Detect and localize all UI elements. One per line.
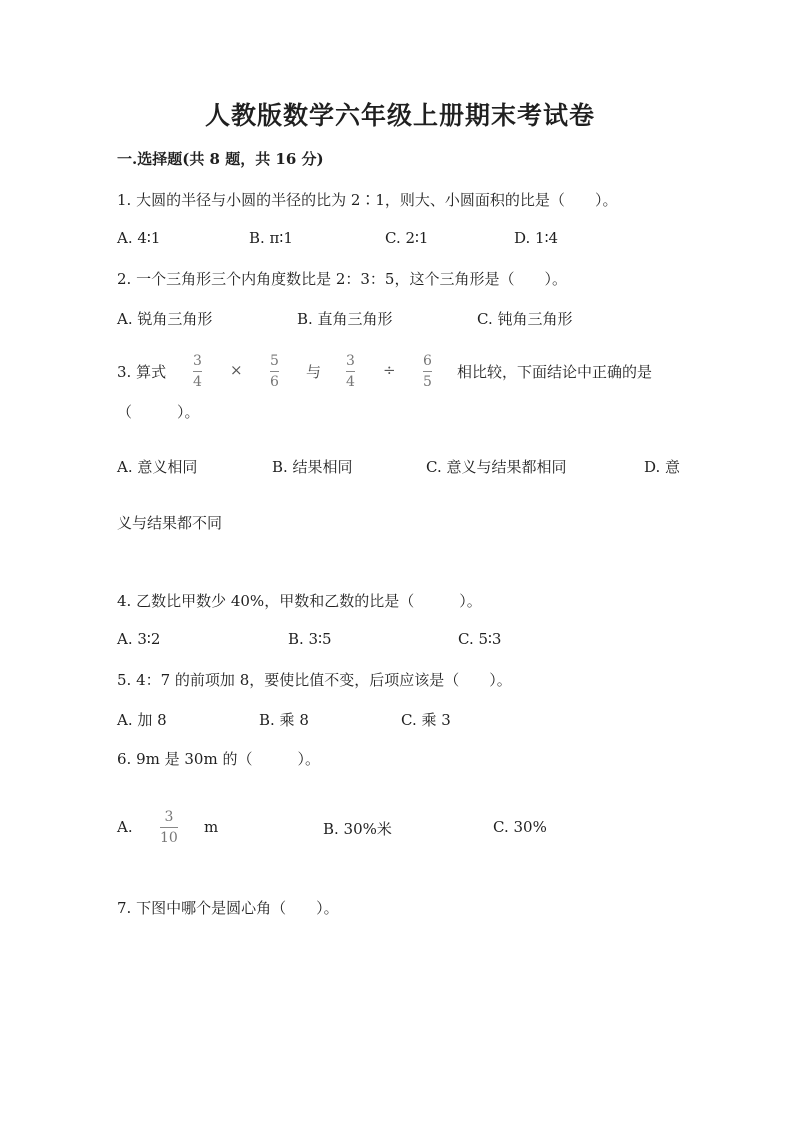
- q3-fraction-3: [346, 353, 355, 390]
- q4-option-a: A. 3∶2: [117, 630, 161, 648]
- fraction-bar: [346, 371, 355, 372]
- q3-option-c: C. 意义与结果都相同: [426, 458, 567, 476]
- divide-symbol: ÷: [383, 361, 396, 379]
- question-3-prefix: 3. 算式: [117, 363, 167, 381]
- fraction-denominator: 10: [160, 830, 178, 846]
- fraction-bar: [270, 371, 279, 372]
- fraction-bar: [160, 827, 178, 828]
- q6-option-a-fraction: [160, 809, 178, 846]
- q6-option-a-label: A.: [117, 818, 133, 836]
- q5-option-a: A. 加 8: [117, 711, 167, 729]
- fraction-numerator: 5: [270, 353, 279, 369]
- q3-fraction-1: [193, 353, 202, 390]
- q3-and-text: 与: [306, 363, 322, 381]
- q5-option-b: B. 乘 8: [259, 711, 309, 729]
- q2-option-b: B. 直角三角形: [297, 310, 393, 328]
- q3-fraction-4: [423, 353, 432, 390]
- fraction-denominator: 5: [423, 374, 432, 390]
- q2-option-c: C. 钝角三角形: [477, 310, 573, 328]
- q6-option-a-unit: m: [204, 818, 219, 836]
- question-1: 1. 大圆的半径与小圆的半径的比为 2∶1，则大、小圆面积的比是（ ）。: [117, 191, 618, 209]
- question-3-blank: （ ）。: [117, 403, 200, 421]
- q6-option-b: B. 30%米: [323, 820, 392, 838]
- q5-option-c: C. 乘 3: [401, 711, 451, 729]
- q3-option-b: B. 结果相同: [272, 458, 353, 476]
- question-2: 2. 一个三角形三个内角度数比是 2：3：5，这个三角形是（ ）。: [117, 270, 567, 288]
- q3-option-d-continued: 义与结果都不同: [117, 514, 223, 532]
- question-4: 4. 乙数比甲数少 40%，甲数和乙数的比是（ ）。: [117, 592, 482, 610]
- q3-fraction-2: [270, 353, 279, 390]
- q3-option-a: A. 意义相同: [117, 458, 198, 476]
- fraction-numerator: 3: [164, 809, 174, 825]
- question-3-suffix: 相比较，下面结论中正确的是: [457, 363, 653, 381]
- question-5: 5. 4：7 的前项加 8，要使比值不变，后项应该是（ ）。: [117, 671, 512, 689]
- page-title: 人教版数学六年级上册期末考试卷: [204, 101, 595, 130]
- fraction-numerator: 6: [423, 353, 432, 369]
- question-6: 6. 9m 是 30m 的（ ）。: [117, 750, 320, 768]
- q1-option-c: C. 2∶1: [385, 229, 429, 247]
- section-heading: 一.选择题(共 8 题，共 16 分): [117, 150, 324, 168]
- q1-option-a: A. 4∶1: [117, 229, 161, 247]
- fraction-numerator: 3: [346, 353, 355, 369]
- question-7: 7. 下图中哪个是圆心角（ ）。: [117, 899, 339, 917]
- q1-option-d: D. 1∶4: [514, 229, 559, 247]
- q1-option-b: B. π∶1: [249, 229, 293, 247]
- fraction-denominator: 4: [193, 374, 202, 390]
- fraction-denominator: 4: [346, 374, 355, 390]
- fraction-numerator: 3: [193, 353, 202, 369]
- fraction-bar: [423, 371, 432, 372]
- fraction-bar: [193, 371, 202, 372]
- q4-option-b: B. 3∶5: [288, 630, 332, 648]
- times-symbol: ×: [230, 361, 243, 379]
- fraction-denominator: 6: [270, 374, 279, 390]
- q3-option-d: D. 意: [644, 458, 681, 476]
- q2-option-a: A. 锐角三角形: [117, 310, 213, 328]
- q6-option-c: C. 30%: [493, 818, 547, 836]
- q4-option-c: C. 5∶3: [458, 630, 502, 648]
